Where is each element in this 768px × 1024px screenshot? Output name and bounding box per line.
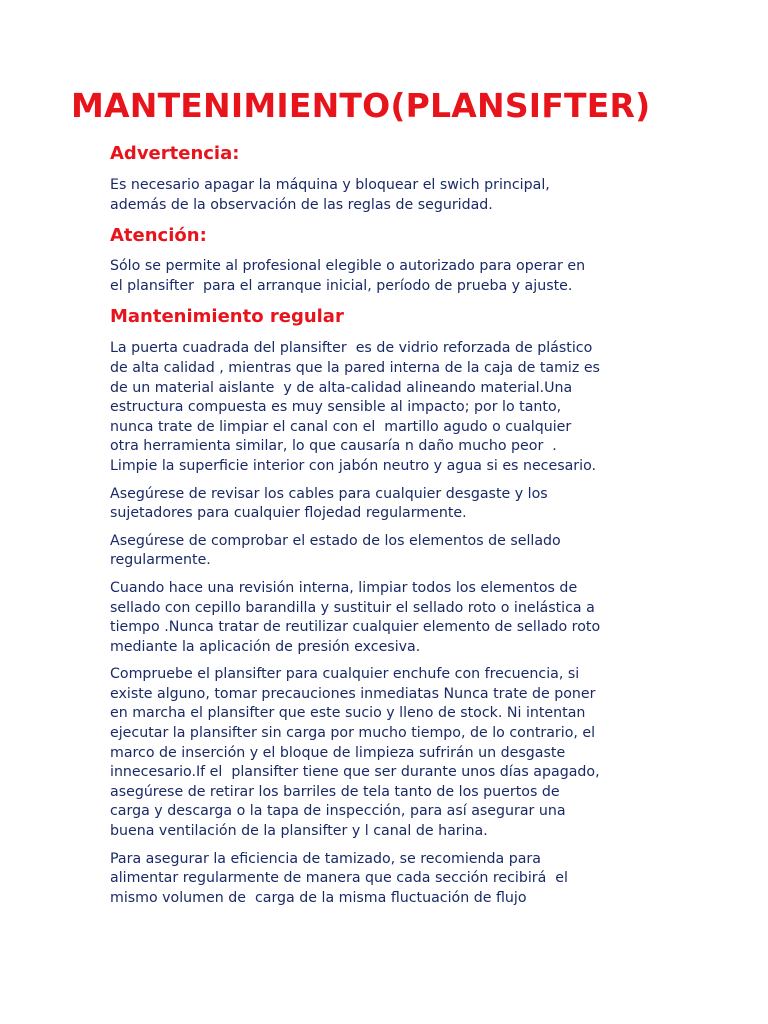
text-line: en marcha el plansifter que este sucio y lleno de stock. Ni intentan bbox=[110, 705, 586, 722]
text-line: buena ventilación de la plansifter y l canal de harina. bbox=[110, 823, 488, 840]
text-line: Compruebe el plansifter para cualquier enchufe con frecuencia, si bbox=[110, 666, 580, 683]
text-line: existe alguno, tomar precauciones inmediatas Nunca trate de poner bbox=[110, 685, 596, 702]
text-line: de alta calidad , mientras que la pared interna de la caja de tamiz es bbox=[110, 359, 600, 376]
atencion-paragraph bbox=[110, 257, 670, 296]
text-line: Para asegurar la eficiencia de tamizado, se recomienda para bbox=[110, 850, 541, 867]
atencion-heading: Atención: bbox=[110, 225, 207, 247]
mantenimiento-paragraph-cables bbox=[110, 485, 670, 524]
text-line: marco de inserción y el bloque de limpieza sufrirán un desgaste bbox=[110, 744, 566, 761]
text-line: La puerta cuadrada del plansifter es de vidrio reforzada de plástico bbox=[110, 340, 593, 357]
text-line: estructura compuesta es muy sensible al impacto; por lo tanto, bbox=[110, 399, 562, 416]
text-line: carga y descarga o la tapa de inspección, para así asegurar una bbox=[110, 803, 566, 820]
mantenimiento-paragraph-revision bbox=[110, 579, 670, 657]
text-line: innecesario.If el plansifter tiene que ser durante unos días apagado, bbox=[110, 764, 600, 781]
text-line: Sólo se permite al profesional elegible o autorizado para operar en bbox=[110, 258, 586, 275]
text-line: de un material aislante y de alta-calidad alineando material.Una bbox=[110, 379, 573, 396]
text-line: sellado con cepillo barandilla y sustituir el sellado roto o inelástica a bbox=[110, 599, 595, 616]
text-line: Asegúrese de comprobar el estado de los elementos de sellado bbox=[110, 532, 561, 549]
text-line: mediante la aplicación de presión excesiva. bbox=[110, 638, 421, 655]
text-line: el plansifter para el arranque inicial, período de prueba y ajuste. bbox=[110, 277, 573, 294]
page-title: MANTENIMIENTO(PLANSIFTER) bbox=[71, 86, 651, 125]
text-line: además de la observación de las reglas de seguridad. bbox=[110, 196, 493, 213]
text-line: regularmente. bbox=[110, 552, 211, 569]
mantenimiento-paragraph-enchufe bbox=[110, 665, 670, 841]
advertencia-paragraph bbox=[110, 176, 670, 215]
text-line: tiempo .Nunca tratar de reutilizar cualquier elemento de sellado roto bbox=[110, 619, 601, 636]
text-line: asegúrese de retirar los barriles de tela tanto de los puertos de bbox=[110, 783, 560, 800]
text-line: alimentar regularmente de manera que cada sección recibirá el bbox=[110, 870, 568, 887]
mantenimiento-regular-heading: Mantenimiento regular bbox=[110, 306, 344, 328]
text-line: Cuando hace una revisión interna, limpiar todos los elementos de bbox=[110, 579, 578, 596]
mantenimiento-paragraph-puerta bbox=[110, 339, 670, 476]
text-line: Es necesario apagar la máquina y bloquear el swich principal, bbox=[110, 177, 550, 193]
text-line: mismo volumen de carga de la misma fluctuación de flujo bbox=[110, 889, 527, 906]
document-body bbox=[110, 141, 670, 908]
text-line: nunca trate de limpiar el canal con el martillo agudo o cualquier bbox=[110, 418, 572, 435]
text-line: sujetadores para cualquier flojedad regularmente. bbox=[110, 505, 467, 522]
text-line: Limpie la superficie interior con jabón neutro y agua si es necesario. bbox=[110, 457, 597, 474]
mantenimiento-paragraph-sellado bbox=[110, 532, 670, 571]
text-line: otra herramienta similar, lo que causaría n daño mucho peor . bbox=[110, 438, 557, 455]
text-line: ejecutar la plansifter sin carga por mucho tiempo, de lo contrario, el bbox=[110, 725, 596, 742]
mantenimiento-paragraph-tamizado bbox=[110, 850, 670, 909]
text-line: Asegúrese de revisar los cables para cualquier desgaste y los bbox=[110, 485, 548, 502]
advertencia-heading: Advertencia: bbox=[110, 143, 240, 164]
